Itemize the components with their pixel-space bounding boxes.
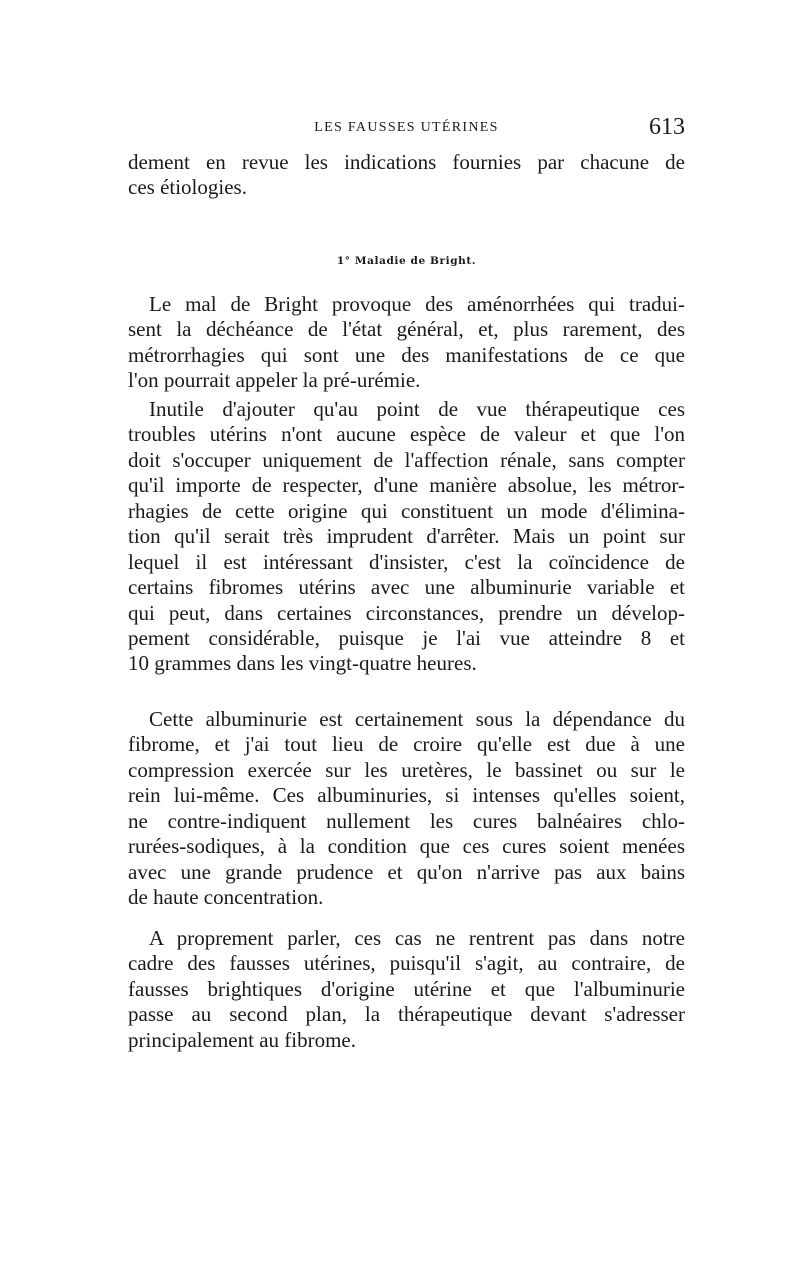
text-line: de haute concentration.	[128, 885, 324, 910]
text-line: Cette albuminurie est certainement sous la dépendance du	[149, 707, 685, 731]
text-line: sent la déchéance de l'état général, et, plus rarement, des	[128, 317, 685, 342]
paragraph-1	[128, 292, 685, 394]
paragraph-2	[128, 397, 685, 677]
text-line: ces étiologies.	[128, 175, 247, 200]
text-line: rein lui-même. Ces albuminuries, si intenses qu'elles soient,	[128, 783, 685, 808]
text-line: certains fibromes utérins avec une albuminurie variable et	[128, 575, 685, 600]
text-line: tion qu'il serait très imprudent d'arrêter. Mais un point sur	[128, 524, 685, 549]
text-line: fibrome, et j'ai tout lieu de croire qu'elle est due à une	[128, 732, 685, 757]
text-line: pement considérable, puisque je l'ai vue atteindre 8 et	[128, 625, 685, 650]
text-line: passe au second plan, la thérapeutique devant s'adresser	[128, 1002, 685, 1027]
text-line: avec une grande prudence et qu'on n'arrive pas aux bains	[128, 859, 685, 884]
text-line: qu'il importe de respecter, d'une manière absolue, les métror-	[128, 473, 685, 498]
running-head	[128, 114, 685, 144]
continuation-text	[128, 150, 685, 201]
text-line: compression exercée sur les uretères, le bassinet ou sur le	[128, 757, 685, 782]
text-line: qui peut, dans certaines circonstances, prendre un dévelop-	[128, 600, 685, 625]
text-line: A proprement parler, ces cas ne rentrent pas dans notre	[149, 926, 685, 950]
text-line: ne contre-indiquent nullement les cures balnéaires chlo-	[128, 808, 685, 833]
text-line: 10 grammes dans les vingt-quatre heures.	[128, 651, 477, 676]
section-heading: 1° Maladie de Bright.	[336, 255, 477, 267]
text-line: rhagies de cette origine qui constituent un mode d'élimina-	[128, 498, 685, 523]
page-number: 613	[649, 114, 685, 140]
text-line: troubles utérins n'ont aucune espèce de valeur et que l'on	[128, 422, 685, 447]
text-line: doit s'occuper uniquement de l'affection rénale, sans compter	[128, 447, 685, 472]
text-line: métrorrhagies qui sont une des manifestations de ce que	[128, 342, 685, 367]
paragraph-4	[128, 926, 685, 1053]
text-line: fausses brightiques d'origine utérine et que l'albuminurie	[128, 976, 685, 1001]
text-line: l'on pourrait appeler la pré-urémie.	[128, 368, 421, 393]
text-line: rurées-sodiques, à la condition que ces cures soient menées	[128, 834, 685, 859]
paragraph-3	[128, 707, 685, 911]
text-line: lequel il est intéressant d'insister, c'est la coïncidence de	[128, 549, 685, 574]
text-line: Inutile d'ajouter qu'au point de vue thérapeutique ces	[149, 397, 685, 421]
text-line: Le mal de Bright provoque des aménorrhées qui tradui-	[149, 292, 685, 316]
text-line: cadre des fausses utérines, puisqu'il s'agit, au contraire, de	[128, 951, 685, 976]
running-title: LES FAUSSES UTÉRINES	[314, 120, 499, 135]
text-line: principalement au fibrome.	[128, 1027, 356, 1052]
text-line: dement en revue les indications fournies par chacune de	[128, 150, 685, 174]
